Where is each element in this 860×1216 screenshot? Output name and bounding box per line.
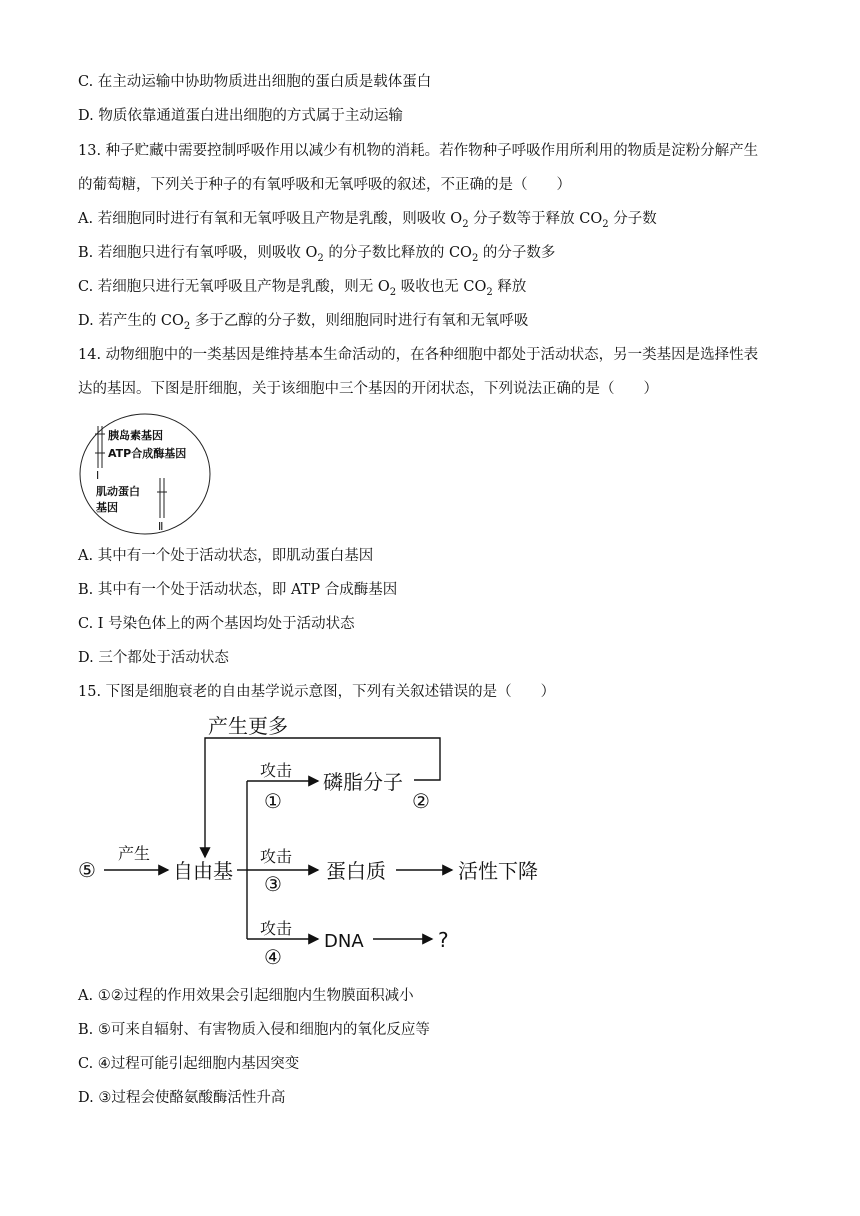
actin-gene-label-line2: 基因 — [96, 501, 118, 514]
circle-3: ③ — [264, 872, 282, 896]
q14-stem-line1: 14. 动物细胞中的一类基因是维持基本生命活动的，在各种细胞中都处于活动状态，另一类基因是选择性表 — [78, 347, 759, 363]
q13-option-a: A. 若细胞同时进行有氧和无氧呼吸且产物是乳酸，则吸收 $O_2$ 分子数等于释放 $CO_2$ 分子数 — [78, 211, 657, 230]
chromosome-1-label: Ⅰ — [96, 469, 100, 482]
chromosome-2-label: Ⅱ — [158, 520, 164, 533]
q14-option-d: D. 三个都处于活动状态 — [78, 650, 229, 666]
q13-option-b: B. 若细胞只进行有氧呼吸，则吸收 $O_2$ 的分子数比释放的 $CO_2$ 的分子数多 — [78, 245, 556, 264]
circle-5: ⑤ — [78, 858, 96, 882]
attack-label-3: 攻击 — [260, 847, 293, 866]
unknown-result-node: ? — [438, 928, 449, 952]
circle-1: ① — [264, 789, 282, 813]
q15-option-b: B. ⑤可来自辐射、有害物质入侵和细胞内的氧化反应等 — [78, 1022, 430, 1038]
q13-stem-line2: 的葡萄糖，下列关于种子的有氧呼吸和无氧呼吸的叙述，不正确的是（ ） — [78, 177, 571, 193]
feedback-arrow — [205, 738, 440, 857]
dna-node: DNA — [324, 931, 364, 952]
circle-4: ④ — [264, 945, 282, 969]
protein-node: 蛋白质 — [326, 859, 386, 883]
q13-option-d: D. 若产生的 $CO_2$ 多于乙醇的分子数，则细胞同时进行有氧和无氧呼吸 — [78, 313, 529, 332]
q15-stem: 15. 下图是细胞衰老的自由基学说示意图，下列有关叙述错误的是（ ） — [78, 684, 556, 700]
circle-2: ② — [412, 789, 430, 813]
q14-stem-line2: 达的基因。下图是肝细胞，关于该细胞中三个基因的开闭状态，下列说法正确的是（ ） — [78, 381, 658, 397]
produce-label: 产生 — [118, 844, 151, 863]
actin-gene-label-line1: 肌动蛋白 — [96, 485, 140, 498]
q13-option-c: C. 若细胞只进行无氧呼吸且产物是乳酸，则无 $O_2$ 吸收也无 $CO_2$ 释放 — [78, 279, 527, 298]
q12-option-d: D. 物质依靠通道蛋白进出细胞的方式属于主动运输 — [78, 108, 403, 124]
q13-stem-line1: 13. 种子贮藏中需要控制呼吸作用以减少有机物的消耗。若作物种子呼吸作用所利用的物质是淀粉分解产生 — [78, 143, 759, 159]
free-radical-node: 自由基 — [173, 859, 233, 883]
q14-option-c: C. Ⅰ 号染色体上的两个基因均处于活动状态 — [78, 616, 355, 632]
liver-cell-figure — [78, 412, 212, 536]
q15-option-d: D. ③过程会使酪氨酸酶活性升高 — [78, 1090, 286, 1106]
activity-decrease-node: 活性下降 — [458, 859, 538, 883]
attack-label-1: 攻击 — [260, 761, 293, 780]
q12-option-c: C. 在主动运输中协助物质进出细胞的蛋白质是载体蛋白 — [78, 74, 432, 90]
free-radical-diagram — [60, 705, 560, 977]
produce-more-label: 产生更多 — [208, 714, 288, 738]
atp-synthase-gene-label: ATP合成酶基因 — [108, 447, 187, 460]
insulin-gene-label: 胰岛素基因 — [108, 429, 163, 442]
q14-option-a: A. 其中有一个处于活动状态，即肌动蛋白基因 — [78, 548, 374, 564]
q15-option-a: A. ①②过程的作用效果会引起细胞内生物膜面积减小 — [78, 988, 414, 1004]
attack-label-4: 攻击 — [260, 919, 293, 938]
q15-option-c: C. ④过程可能引起细胞内基因突变 — [78, 1056, 300, 1072]
q14-option-b: B. 其中有一个处于活动状态，即 ATP 合成酶基因 — [78, 582, 398, 598]
phospholipid-node: 磷脂分子 — [323, 770, 403, 794]
